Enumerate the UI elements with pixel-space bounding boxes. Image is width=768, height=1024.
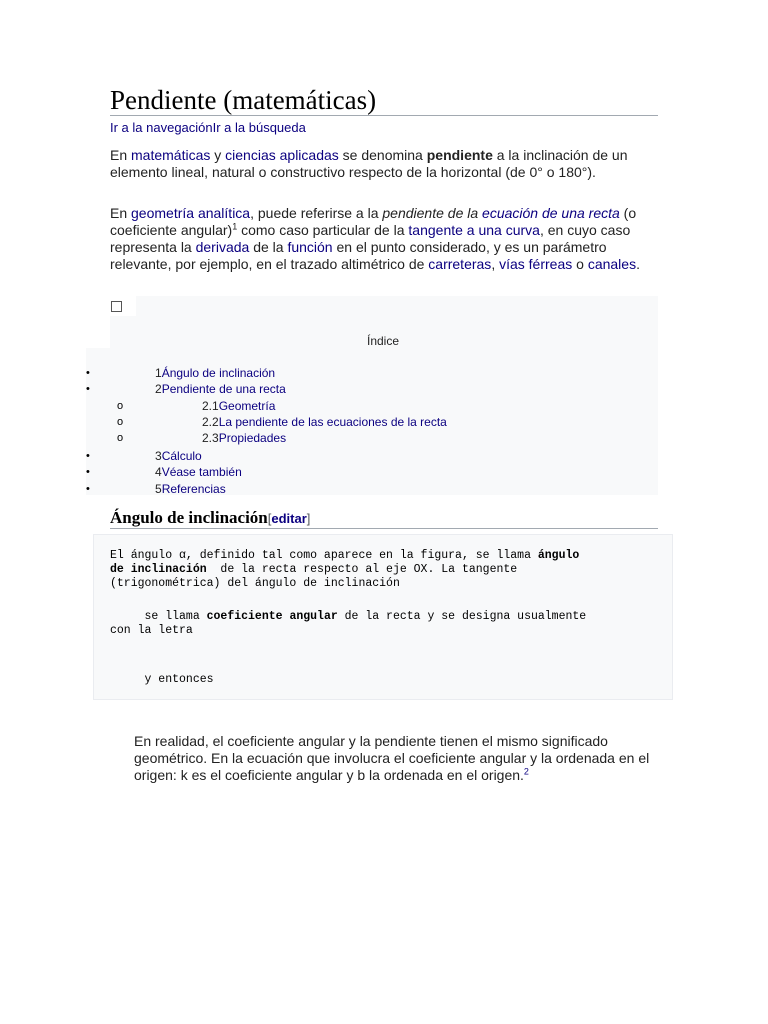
pre-text: El ángulo α, definido tal como aparece en la figura, se llama [110,549,538,562]
text: de la [249,239,288,255]
link-tangente-curva[interactable]: tangente a una curva [408,222,540,238]
pre-text: de la recta respecto al eje OX. La tangente [206,563,518,576]
pre-text: se llama [110,610,207,623]
intro-paragraph-1 [110,147,662,181]
toc-item-number: 2.3 [202,431,219,445]
toc-item-label[interactable]: Véase también [161,465,242,479]
pre-line-4 [110,610,586,624]
toc-item-label[interactable]: Propiedades [218,431,287,445]
pre-bold: ángulo [537,549,580,562]
toc-bullet: • [86,483,90,495]
toc-item-label[interactable]: Geometría [218,399,276,413]
toc-item-label[interactable]: Pendiente de una recta [161,382,286,396]
intro-paragraph-2 [110,205,662,273]
toc-bullet: • [86,466,90,478]
toc-item-label[interactable]: La pendiente de las ecuaciones de la recta [218,415,447,429]
toc-item-number: 1 [155,366,162,380]
text: , puede referirse a la [250,205,383,221]
text: (o coeficiente angular) [110,205,637,238]
toc-item-number: 3 [155,449,162,463]
reference-1[interactable]: 1 [232,221,238,232]
section-heading-text: Ángulo de inclinación [110,508,268,527]
text: En [110,147,132,163]
preformatted-block [93,534,673,700]
pre-line-1 [110,549,579,563]
text: en el punto considerado, y es un parámetro relevante, por ejemplo, en el trazado altimétrico de [110,239,607,272]
toc-item-referencias[interactable] [155,482,226,496]
paragraph-text: En realidad, el coeficiente angular y la pendiente tienen el mismo significado geométrico. En la ecuación que involucra el coeficiente angular y la ordenada en el origen: k es el coeficiente angular y b la ordenada en el origen. [134,733,650,783]
pre-line-6: y entonces [110,673,214,686]
section-heading-angulo [110,508,658,529]
text: se denomina [338,147,427,163]
edit-bracket-close: ] [306,511,311,526]
pre-line-2 [110,563,517,577]
toc-sub-bullet: o [117,416,124,428]
pre-line-3: (trigonométrica) del ángulo de inclinación [110,577,400,590]
toc-item-propiedades[interactable] [202,431,286,445]
toc-item-number: 5 [155,482,162,496]
toc-item-pendiente-ecuaciones[interactable] [202,415,447,429]
link-ecuacion-recta[interactable]: ecuación de una recta [482,205,620,221]
toc-item-pendiente-recta[interactable] [155,382,286,396]
link-ciencias-aplicadas[interactable]: ciencias aplicadas [225,147,339,163]
link-canales[interactable]: canales [587,256,637,272]
toc-bullet: • [86,450,90,462]
italic-text: pendiente de la [382,205,483,221]
toc-item-number: 2 [155,382,162,396]
pre-text: de la recta y se designa usualmente [337,610,587,623]
bold-term: pendiente [426,147,493,163]
text: y [210,147,226,163]
toc-item-calculo[interactable] [155,449,202,463]
text: como caso particular de la [237,222,409,238]
toc-bullet: • [86,383,90,395]
toc-item-label[interactable]: Cálculo [161,449,202,463]
edit-link[interactable]: editar [271,511,307,526]
reference-2[interactable]: 2 [523,766,529,777]
toc-sub-bullet: o [117,432,124,444]
edit-section-link[interactable] [268,511,311,526]
toc-item-number: 4 [155,465,162,479]
table-of-contents [86,296,658,495]
text: o [572,256,588,272]
paragraph-coeficiente [134,733,664,784]
link-derivada[interactable]: derivada [195,239,250,255]
toc-item-number: 2.2 [202,415,219,429]
pre-bold: de inclinación [110,563,207,576]
jump-links[interactable]: Ir a la navegaciónIr a la búsqueda [110,120,306,135]
toc-item-geometria[interactable] [202,399,275,413]
toc-item-number: 2.1 [202,399,219,413]
pre-bold: coeficiente angular [206,610,338,623]
pre-line-5: con la letra [110,624,193,637]
text: a la inclinación de un elemento lineal, natural o constructivo respecto de la horizontal (de 0° o 180°). [110,147,628,180]
toc-item-vease-tambien[interactable] [155,465,242,479]
link-funcion[interactable]: función [287,239,333,255]
link-geometria-analitica[interactable]: geometría analítica [131,205,251,221]
text: , en cuyo caso representa la [110,222,631,255]
toc-item-angulo-inclinacion[interactable] [155,366,275,380]
toc-bullet: • [86,367,90,379]
text: . [636,256,640,272]
toc-item-label[interactable]: Referencias [161,482,226,496]
page-title: Pendiente (matemáticas) [110,84,658,116]
toc-sub-bullet: o [117,400,124,412]
edit-bracket-open: [ [267,511,272,526]
text: , [491,256,500,272]
text: En [110,205,132,221]
toc-item-label[interactable]: Ángulo de inclinación [161,366,276,380]
link-matematicas[interactable]: matemáticas [131,147,211,163]
link-carreteras[interactable]: carreteras [428,256,492,272]
link-vias-ferreas[interactable]: vías férreas [499,256,573,272]
toc-title: Índice [366,334,400,348]
toc-toggle-checkbox[interactable] [111,301,122,312]
